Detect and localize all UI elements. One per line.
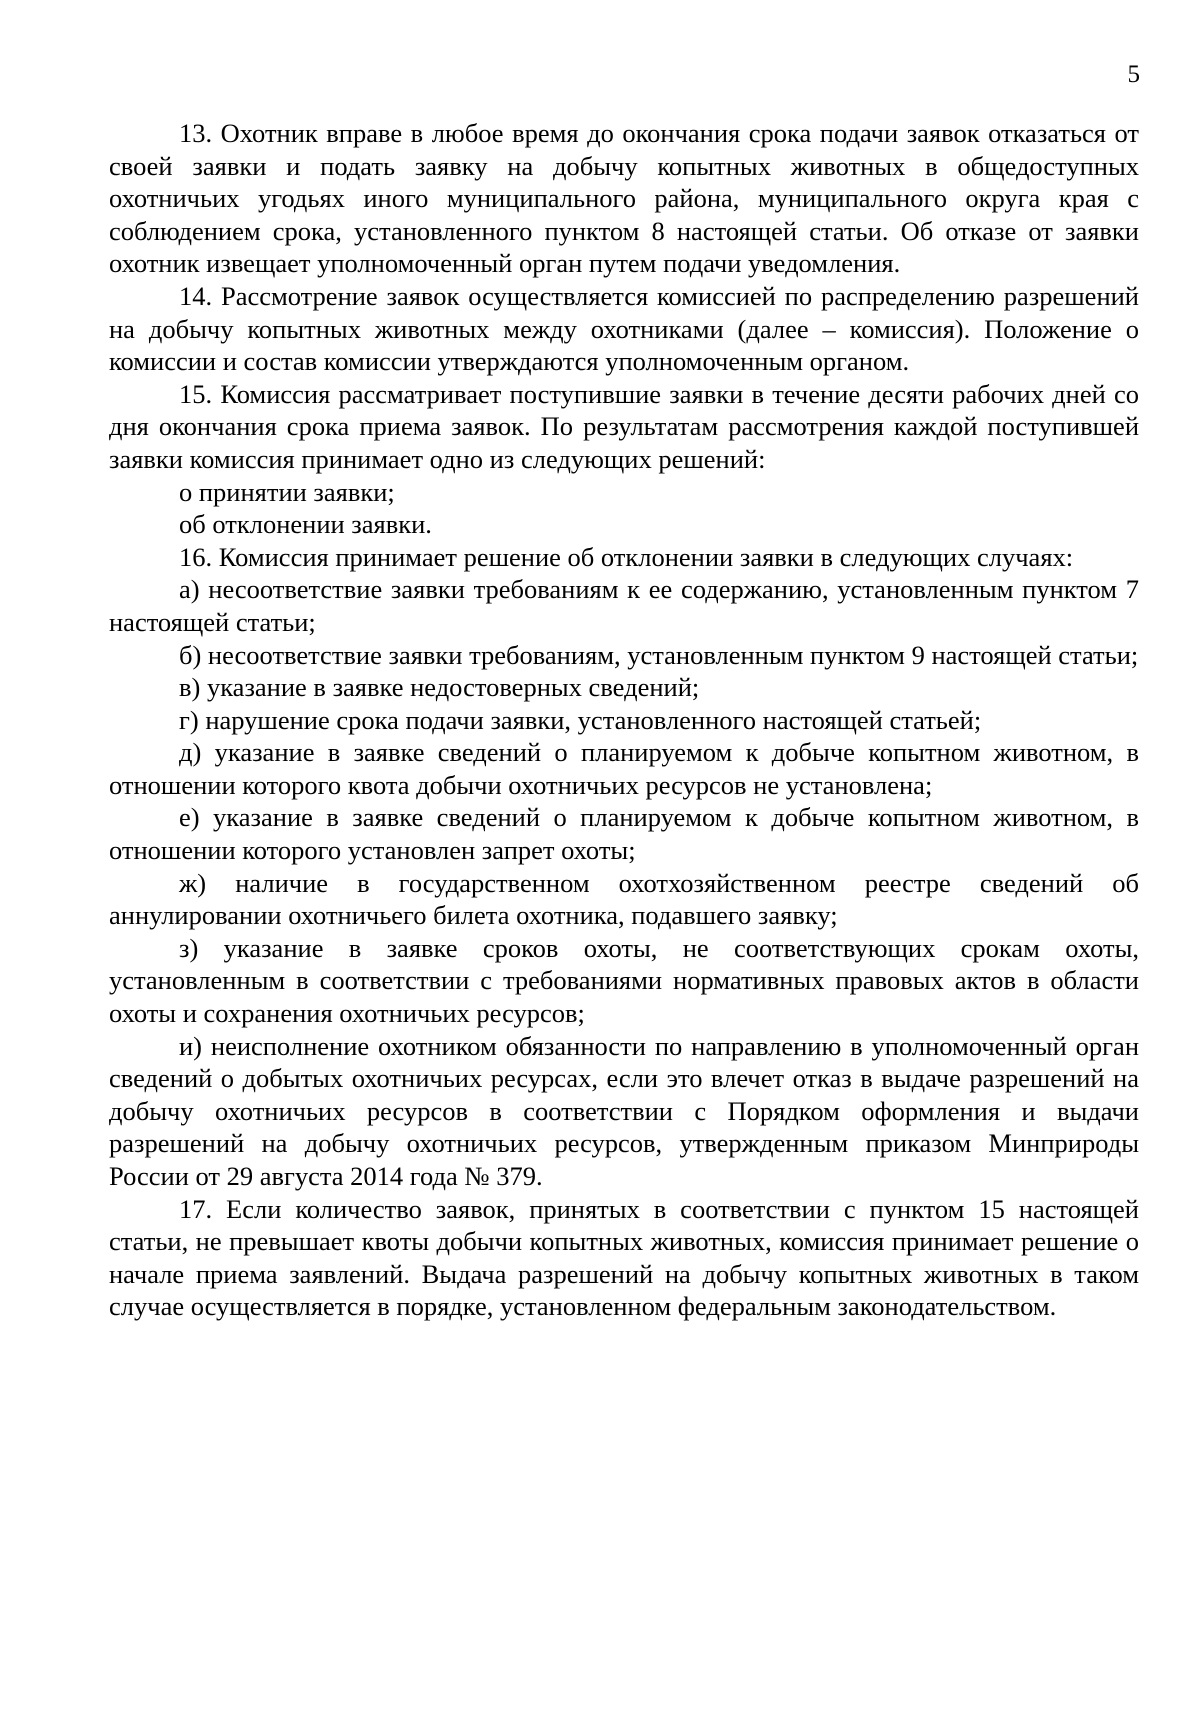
paragraph-16-item-d: д) указание в заявке сведений о планируемом к добыче копытном животном, в отношении которого квота добычи охотничьих ресурсов не установлена; xyxy=(109,737,1139,800)
paragraph-16-item-e: е) указание в заявке сведений о планируемом к добыче копытном животном, в отношении которого установлен запрет охоты; xyxy=(109,802,1139,866)
paragraph-16-item-a: а) несоответствие заявки требованиям к ее содержанию, установленным пунктом 7 настоящей статьи; xyxy=(109,574,1139,637)
paragraph-16-item-g: г) нарушение срока подачи заявки, установленного настоящей статьей; xyxy=(179,704,982,735)
paragraph-14: 14. Рассмотрение заявок осуществляется комиссией по распределению разрешений на добычу копытных животных между охотниками (далее – комиссия). Положение о комиссии и состав комиссии утверждаются уполномоченным органом. xyxy=(109,280,1139,377)
paragraph-13: 13. Охотник вправе в любое время до окончания срока подачи заявок отказаться от своей заявки и подать заявку на добычу копытных животных в общедоступных охотничьих угодьях иного муниципального района, муниципального округа края с соблюдением срока, установленного пунктом 8 настоящей статьи. Об отказе от заявки охотник извещает уполномоченный орган путем подачи уведомления. xyxy=(109,118,1139,279)
paragraph-17: 17. Если количество заявок, принятых в соответствии с пунктом 15 настоящей статьи, не превышает квоты добычи копытных животных, комиссия принимает решение о начале приема заявлений. Выдача разрешений на добычу копытных животных в таком случае осуществляется в порядке, установленном федеральным законодательством. xyxy=(109,1193,1139,1322)
paragraph-15: 15. Комиссия рассматривает поступившие заявки в течение десяти рабочих дней со дня окончания срока приема заявок. По результатам рассмотрения каждой поступившей заявки комиссия принимает одно из следующих решений: xyxy=(109,378,1139,474)
paragraph-15-option-reject: об отклонении заявки. xyxy=(179,509,432,540)
paragraph-16-item-i: и) неисполнение охотником обязанности по направлению в уполномоченный орган сведений о добытых охотничьих ресурсах, если это влечет отказ в выдаче разрешений на добычу охотничьих ресурсов в соответствии с Порядком оформления и выдачи разрешений на добычу охотничьих ресурсов, утвержденным приказом Минприроды России от 29 августа 2014 года № 379. xyxy=(109,1030,1139,1191)
paragraph-16-item-v: в) указание в заявке недостоверных сведений; xyxy=(179,672,700,703)
paragraph-16-item-zh: ж) наличие в государственном охотхозяйственном реестре сведений об аннулировании охотничьего билета охотника, подавшего заявку; xyxy=(109,867,1139,931)
page-number: 5 xyxy=(1127,61,1140,88)
paragraph-15-option-accept: о принятии заявки; xyxy=(179,476,395,507)
paragraph-16: 16. Комиссия принимает решение об отклонении заявки в следующих случаях: xyxy=(179,541,1074,572)
paragraph-16-item-b: б) несоответствие заявки требованиям, установленным пунктом 9 настоящей статьи; xyxy=(179,639,1139,670)
paragraph-16-item-z: з) указание в заявке сроков охоты, не соответствующих срокам охоты, установленным в соответствии с требованиями нормативных правовых актов в области охоты и сохранения охотничьих ресурсов; xyxy=(109,932,1139,1029)
document-body xyxy=(109,117,1139,1323)
